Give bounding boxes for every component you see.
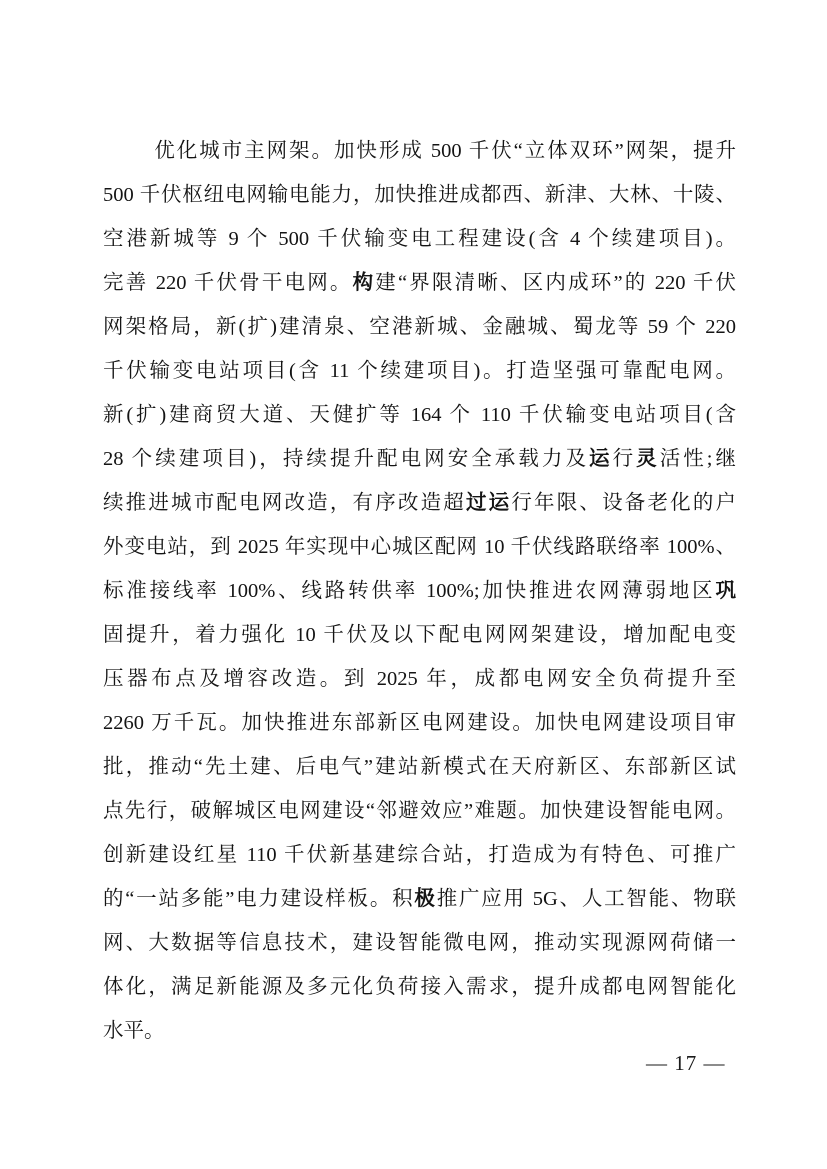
text-segment: 优化城市主网架。加快形成 500 千伏“立体双环”网架，提升 bbox=[154, 140, 736, 162]
text-segment: 固提升，着力强化 10 千伏及以下配电网网架建设，增加配电变 bbox=[103, 624, 736, 646]
text-line bbox=[103, 129, 736, 173]
text-segment: 标准接线率 100%、线路转供率 100%;加快推进农网薄弱地区 bbox=[103, 580, 716, 602]
text-segment: 推广应用 5G、人工智能、物联 bbox=[436, 888, 736, 910]
bold-text-segment: 构 bbox=[352, 272, 376, 294]
text-segment: 28 个续建项目)，持续提升配电网安全承载力及 bbox=[103, 448, 589, 470]
text-line bbox=[103, 349, 736, 393]
text-segment: 行年限、设备老化的户 bbox=[511, 492, 736, 514]
text-line bbox=[103, 305, 736, 349]
text-segment: 点先行，破解城区电网建设“邻避效应”难题。加快建设智能电网。 bbox=[103, 800, 736, 822]
text-line bbox=[103, 877, 736, 921]
text-segment: 体化，满足新能源及多元化负荷接入需求，提升成都电网智能化 bbox=[103, 976, 736, 998]
text-segment: 网、大数据等信息技术，建设智能微电网，推动实现源网荷储一 bbox=[103, 932, 736, 954]
text-line bbox=[103, 173, 736, 217]
text-segment: 网架格局，新(扩)建清泉、空港新城、金融城、蜀龙等 59 个 220 bbox=[103, 316, 736, 338]
text-line bbox=[103, 217, 736, 261]
text-line bbox=[103, 261, 736, 305]
text-segment: 续推进城市配电网改造，有序改造超 bbox=[103, 492, 466, 514]
text-segment: 空港新城等 9 个 500 千伏输变电工程建设(含 4 个续建项目)。 bbox=[103, 228, 736, 250]
bold-text-segment: 巩 bbox=[715, 580, 736, 602]
bold-text-segment: 极 bbox=[414, 888, 437, 910]
text-line bbox=[103, 569, 736, 613]
text-line bbox=[103, 481, 736, 525]
bold-text-segment: 运 bbox=[589, 448, 613, 470]
text-line bbox=[103, 613, 736, 657]
text-line bbox=[103, 921, 736, 965]
text-line bbox=[103, 833, 736, 877]
bold-text-segment: 过 bbox=[465, 492, 489, 514]
text-segment: 外变电站，到 2025 年实现中心城区配网 10 千伏线路联络率 100%、 bbox=[103, 536, 736, 558]
text-segment: 的“一站多能”电力建设样板。积 bbox=[103, 888, 415, 910]
text-line bbox=[103, 1009, 736, 1053]
text-segment: 批，推动“先土建、后电气”建站新模式在天府新区、东部新区试 bbox=[103, 756, 736, 778]
text-segment: 2260 万千瓦。加快推进东部新区电网建设。加快电网建设项目审 bbox=[103, 712, 736, 734]
text-segment: 500 千伏枢纽电网输电能力，加快推进成都西、新津、大林、十陵、 bbox=[103, 184, 736, 206]
text-segment: 千伏输变电站项目(含 11 个续建项目)。打造坚强可靠配电网。 bbox=[103, 360, 736, 382]
text-line bbox=[103, 657, 736, 701]
text-segment: 水平。 bbox=[103, 1020, 165, 1042]
body-paragraph bbox=[103, 129, 736, 1053]
bold-text-segment: 灵 bbox=[636, 448, 660, 470]
text-line bbox=[103, 525, 736, 569]
text-segment: 压器布点及增容改造。到 2025 年，成都电网安全负荷提升至 bbox=[103, 668, 736, 690]
text-segment: 新(扩)建商贸大道、天健扩等 164 个 110 千伏输变电站项目(含 bbox=[103, 404, 736, 426]
page-number: — 17 — bbox=[646, 1051, 726, 1075]
text-line bbox=[103, 437, 736, 481]
text-line bbox=[103, 789, 736, 833]
text-segment: 活性;继 bbox=[659, 448, 736, 470]
text-segment: 创新建设红星 110 千伏新基建综合站，打造成为有特色、可推广 bbox=[103, 844, 736, 866]
text-segment: 完善 220 千伏骨干电网。 bbox=[103, 272, 353, 294]
text-segment: 建“界限清晰、区内成环”的 220 千伏 bbox=[375, 272, 736, 294]
text-line bbox=[103, 745, 736, 789]
text-line bbox=[103, 393, 736, 437]
text-segment: 行 bbox=[612, 448, 637, 470]
bold-text-segment: 运 bbox=[488, 492, 512, 514]
text-line bbox=[103, 965, 736, 1009]
text-line bbox=[103, 701, 736, 745]
